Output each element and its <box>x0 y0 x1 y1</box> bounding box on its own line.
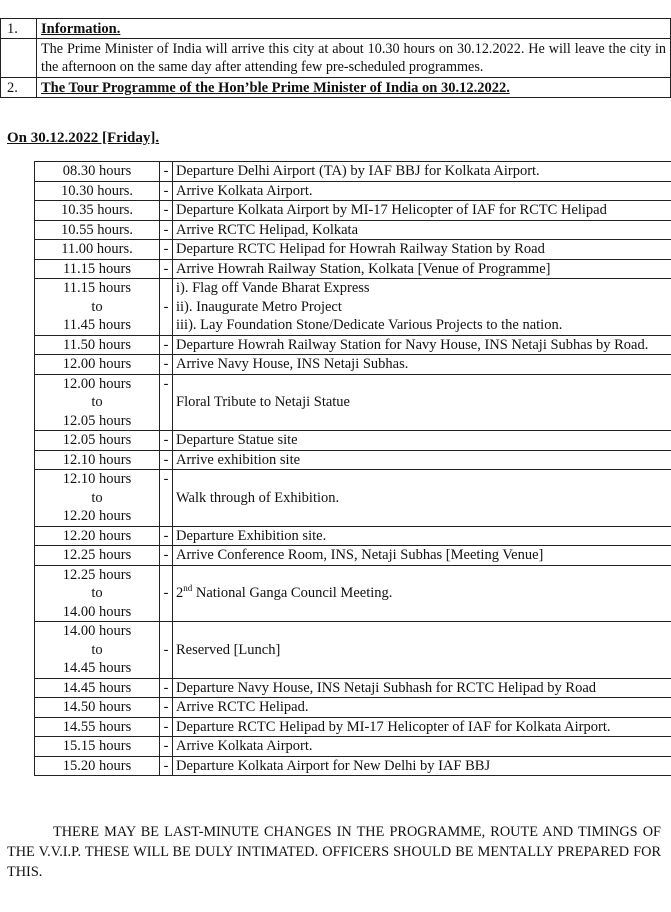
schedule-activity: Arrive RCTC Helipad. <box>173 698 671 718</box>
schedule-separator: - <box>160 526 173 546</box>
schedule-row <box>35 756 671 776</box>
schedule-row <box>35 546 671 566</box>
section-1-number: 1. <box>1 19 37 39</box>
schedule-activity: Arrive Kolkata Airport. <box>173 181 671 201</box>
information-text: The Prime Minister of India will arrive this city at about 10.30 hours on 30.12.2022. He will leave the city in the afternoon on the same day after attending few pre-scheduled programmes. <box>37 39 671 78</box>
schedule-row <box>35 565 671 622</box>
section-2-row <box>1 78 671 98</box>
schedule-row <box>35 374 671 431</box>
schedule-separator: - <box>160 431 173 451</box>
schedule-row <box>35 698 671 718</box>
schedule-activity: Arrive Kolkata Airport. <box>173 737 671 757</box>
time-end: 12.05 hours <box>62 412 132 429</box>
activity-item: iii). Lay Foundation Stone/Dedicate Various Projects to the nation. <box>176 317 563 333</box>
time-start: 14.00 hours <box>62 623 132 639</box>
time-range-word: to <box>91 489 103 506</box>
schedule-separator: - <box>160 470 173 527</box>
section-2-number: 2. <box>1 78 37 98</box>
schedule-separator: - <box>160 546 173 566</box>
time-range-word: to <box>91 394 103 410</box>
schedule-separator: - <box>160 756 173 776</box>
schedule-activity: Arrive exhibition site <box>173 450 671 470</box>
schedule-separator: - <box>160 259 173 279</box>
time-range-word: to <box>91 585 103 601</box>
schedule-time <box>35 565 160 622</box>
schedule-activity: Arrive Howrah Railway Station, Kolkata [Venue of Programme] <box>173 259 671 279</box>
time-end: 11.45 hours <box>63 317 131 333</box>
schedule-time: 14.55 hours <box>35 717 160 737</box>
schedule-separator: - <box>160 240 173 260</box>
time-range-word: to <box>91 298 103 315</box>
schedule-separator: - <box>160 698 173 718</box>
schedule-time: 15.20 hours <box>35 756 160 776</box>
section-1-row <box>1 19 671 39</box>
schedule-row <box>35 737 671 757</box>
schedule-separator: - <box>160 622 173 679</box>
schedule-row <box>35 279 671 336</box>
schedule-activity: Arrive Conference Room, INS, Netaji Subhas [Meeting Venue] <box>173 546 671 566</box>
schedule-activity: Departure RCTC Helipad for Howrah Railway Station by Road <box>173 240 671 260</box>
schedule-row <box>35 162 671 182</box>
schedule-row <box>35 259 671 279</box>
schedule-separator: - <box>160 450 173 470</box>
schedule-separator: - <box>160 374 173 431</box>
schedule-row <box>35 335 671 355</box>
schedule-activity: Departure Kolkata Airport for New Delhi by IAF BBJ <box>173 756 671 776</box>
schedule-time: 11.15 hours <box>35 259 160 279</box>
schedule-activity: Arrive Navy House, INS Netaji Subhas. <box>173 355 671 375</box>
schedule-separator: - <box>160 279 173 336</box>
schedule-row <box>35 450 671 470</box>
time-end: 12.20 hours <box>62 508 132 524</box>
schedule-activity: Departure Navy House, INS Netaji Subhash for RCTC Helipad by Road <box>173 678 671 698</box>
schedule-separator: - <box>160 335 173 355</box>
schedule-time: 12.05 hours <box>35 431 160 451</box>
schedule-time: 12.25 hours <box>35 546 160 566</box>
schedule-time: 12.00 hours <box>35 355 160 375</box>
schedule-time: 14.45 hours <box>35 678 160 698</box>
ordinal-suffix: nd <box>183 583 193 594</box>
schedule-row <box>35 470 671 527</box>
schedule-activity: Departure Howrah Railway Station for Navy House, INS Netaji Subhas by Road. <box>173 335 671 355</box>
schedule-time: 08.30 hours <box>35 162 160 182</box>
information-table <box>0 18 671 98</box>
schedule-time: 10.55 hours. <box>35 220 160 240</box>
schedule-row <box>35 717 671 737</box>
schedule-time: 10.30 hours. <box>35 181 160 201</box>
schedule-separator: - <box>160 678 173 698</box>
section-2-heading: The Tour Programme of the Hon’ble Prime Minister of India on 30.12.2022. <box>37 78 671 98</box>
time-start: 12.10 hours <box>62 471 132 487</box>
information-body-row <box>1 39 671 78</box>
schedule-row <box>35 181 671 201</box>
schedule-time: 11.50 hours <box>35 335 160 355</box>
schedule-time <box>35 374 160 431</box>
schedule-separator: - <box>160 355 173 375</box>
activity-item: ii). Inaugurate Metro Project <box>176 298 342 315</box>
schedule-activity <box>173 565 671 622</box>
schedule-activity: Departure Delhi Airport (TA) by IAF BBJ for Kolkata Airport. <box>173 162 671 182</box>
time-start: 11.15 hours <box>63 280 131 296</box>
schedule-table <box>34 161 671 776</box>
empty-number-cell <box>1 39 37 78</box>
schedule-activity: Departure Kolkata Airport by MI-17 Helicopter of IAF for RCTC Helipad <box>173 201 671 221</box>
schedule-activity: Reserved [Lunch] <box>173 622 671 679</box>
schedule-time: 10.35 hours. <box>35 201 160 221</box>
schedule-activity <box>173 279 671 336</box>
activity-text: National Ganga Council Meeting. <box>192 585 393 601</box>
date-heading: On 30.12.2022 [Friday]. <box>7 130 160 146</box>
ordinal-number: 2 <box>176 585 184 601</box>
schedule-separator: - <box>160 201 173 221</box>
schedule-separator: - <box>160 162 173 182</box>
schedule-activity: Departure Exhibition site. <box>173 526 671 546</box>
time-start: 12.25 hours <box>62 566 132 583</box>
schedule-row <box>35 678 671 698</box>
schedule-time <box>35 470 160 527</box>
schedule-row <box>35 355 671 375</box>
schedule-row <box>35 240 671 260</box>
schedule-activity: Arrive RCTC Helipad, Kolkata <box>173 220 671 240</box>
schedule-separator: - <box>160 737 173 757</box>
schedule-row <box>35 431 671 451</box>
schedule-activity: Walk through of Exhibition. <box>173 470 671 527</box>
time-end: 14.00 hours <box>62 603 132 620</box>
schedule-row <box>35 622 671 679</box>
schedule-time: 15.15 hours <box>35 737 160 757</box>
schedule-separator: - <box>160 181 173 201</box>
time-end: 14.45 hours <box>62 660 132 676</box>
schedule-separator: - <box>160 717 173 737</box>
schedule-separator: - <box>160 220 173 240</box>
activity-item: i). Flag off Vande Bharat Express <box>176 280 370 296</box>
time-range-word: to <box>91 641 103 658</box>
footer-note: THERE MAY BE LAST-MINUTE CHANGES IN THE PROGRAMME, ROUTE AND TIMINGS OF THE V.V.I.P. THESE WILL BE DULY INTIMATED. OFFICERS SHOULD BE MENTALLY PREPARED FOR THIS. <box>7 824 661 880</box>
schedule-separator: - <box>160 565 173 622</box>
section-1-heading: Information. <box>37 19 671 39</box>
time-start: 12.00 hours <box>62 375 132 392</box>
schedule-activity: Departure Statue site <box>173 431 671 451</box>
schedule-time: 12.20 hours <box>35 526 160 546</box>
schedule-time <box>35 622 160 679</box>
schedule-time <box>35 279 160 336</box>
schedule-row <box>35 526 671 546</box>
schedule-row <box>35 220 671 240</box>
schedule-time: 11.00 hours. <box>35 240 160 260</box>
schedule-activity: Departure RCTC Helipad by MI-17 Helicopter of IAF for Kolkata Airport. <box>173 717 671 737</box>
schedule-activity: Floral Tribute to Netaji Statue <box>173 374 671 431</box>
schedule-time: 14.50 hours <box>35 698 160 718</box>
schedule-row <box>35 201 671 221</box>
schedule-time: 12.10 hours <box>35 450 160 470</box>
